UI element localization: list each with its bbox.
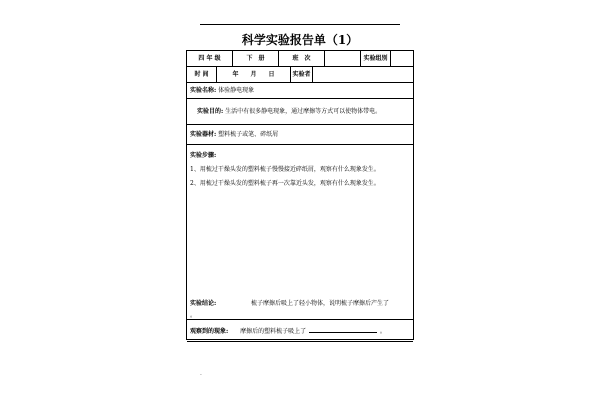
conclusion-label: 实验结论: [190,300,217,307]
step-item-2: 2、用梳过干燥头发的塑料梳子再一次靠近头发，观察有什么现象发生。 [190,180,380,187]
conclusion-line-2: 。 [190,312,197,319]
term-cell [233,51,279,66]
info-row-grade [187,51,413,67]
class-label-cell [279,51,325,66]
top-rule [200,24,400,25]
grade-text: 四 年 级 [198,55,221,62]
observation-label: 观察到的现象: [190,328,229,335]
experimenter-label-cell [291,67,313,82]
time-label-cell [187,67,217,82]
group-label-cell [361,51,391,66]
time-label: 时 间 [194,71,209,78]
purpose-text: 生活中有很多静电现象，通过摩擦等方式可以使物体带电。 [225,108,382,115]
name-label: 实验名称: [190,87,217,94]
grade-cell [187,51,233,66]
steps-label: 实验步骤: [190,152,217,159]
group-value-cell[interactable] [391,51,413,66]
purpose-row [187,99,413,125]
experiment-name: 体验静电现象 [218,87,255,94]
conclusion-line-1: 梳子摩擦后吸上了轻小物体，说明梳子摩擦后产生了 [251,300,390,307]
materials-row [187,125,413,145]
class-label: 班 次 [292,55,311,62]
date-cell[interactable] [217,67,291,82]
conclusion-row [186,291,414,340]
materials-text: 塑料梳子或笔、碎纸屑 [218,131,279,138]
observation-end: 。 [379,328,386,335]
materials-label: 实验器材: [190,131,217,138]
group-label: 实验组别 [363,55,388,62]
info-row-time [187,67,413,83]
term-text: 下 册 [246,55,265,62]
experimenter-value-cell[interactable] [313,67,413,82]
experiment-name-row [187,83,413,99]
experimenter-label: 实验者 [292,71,311,78]
purpose-label: 实验目的: [197,108,224,115]
footer-mark: · [200,372,202,379]
date-text: 年 月 日 [232,71,275,78]
class-value-cell[interactable] [325,51,361,66]
observation-text: 摩擦后的塑料梳子吸上了 [240,328,307,335]
report-title: 科学实验报告单（1） [241,33,359,47]
step-item-1: 1、用梳过干燥头发的塑料梳子慢慢接近碎纸屑，观察有什么现象发生。 [190,166,380,173]
